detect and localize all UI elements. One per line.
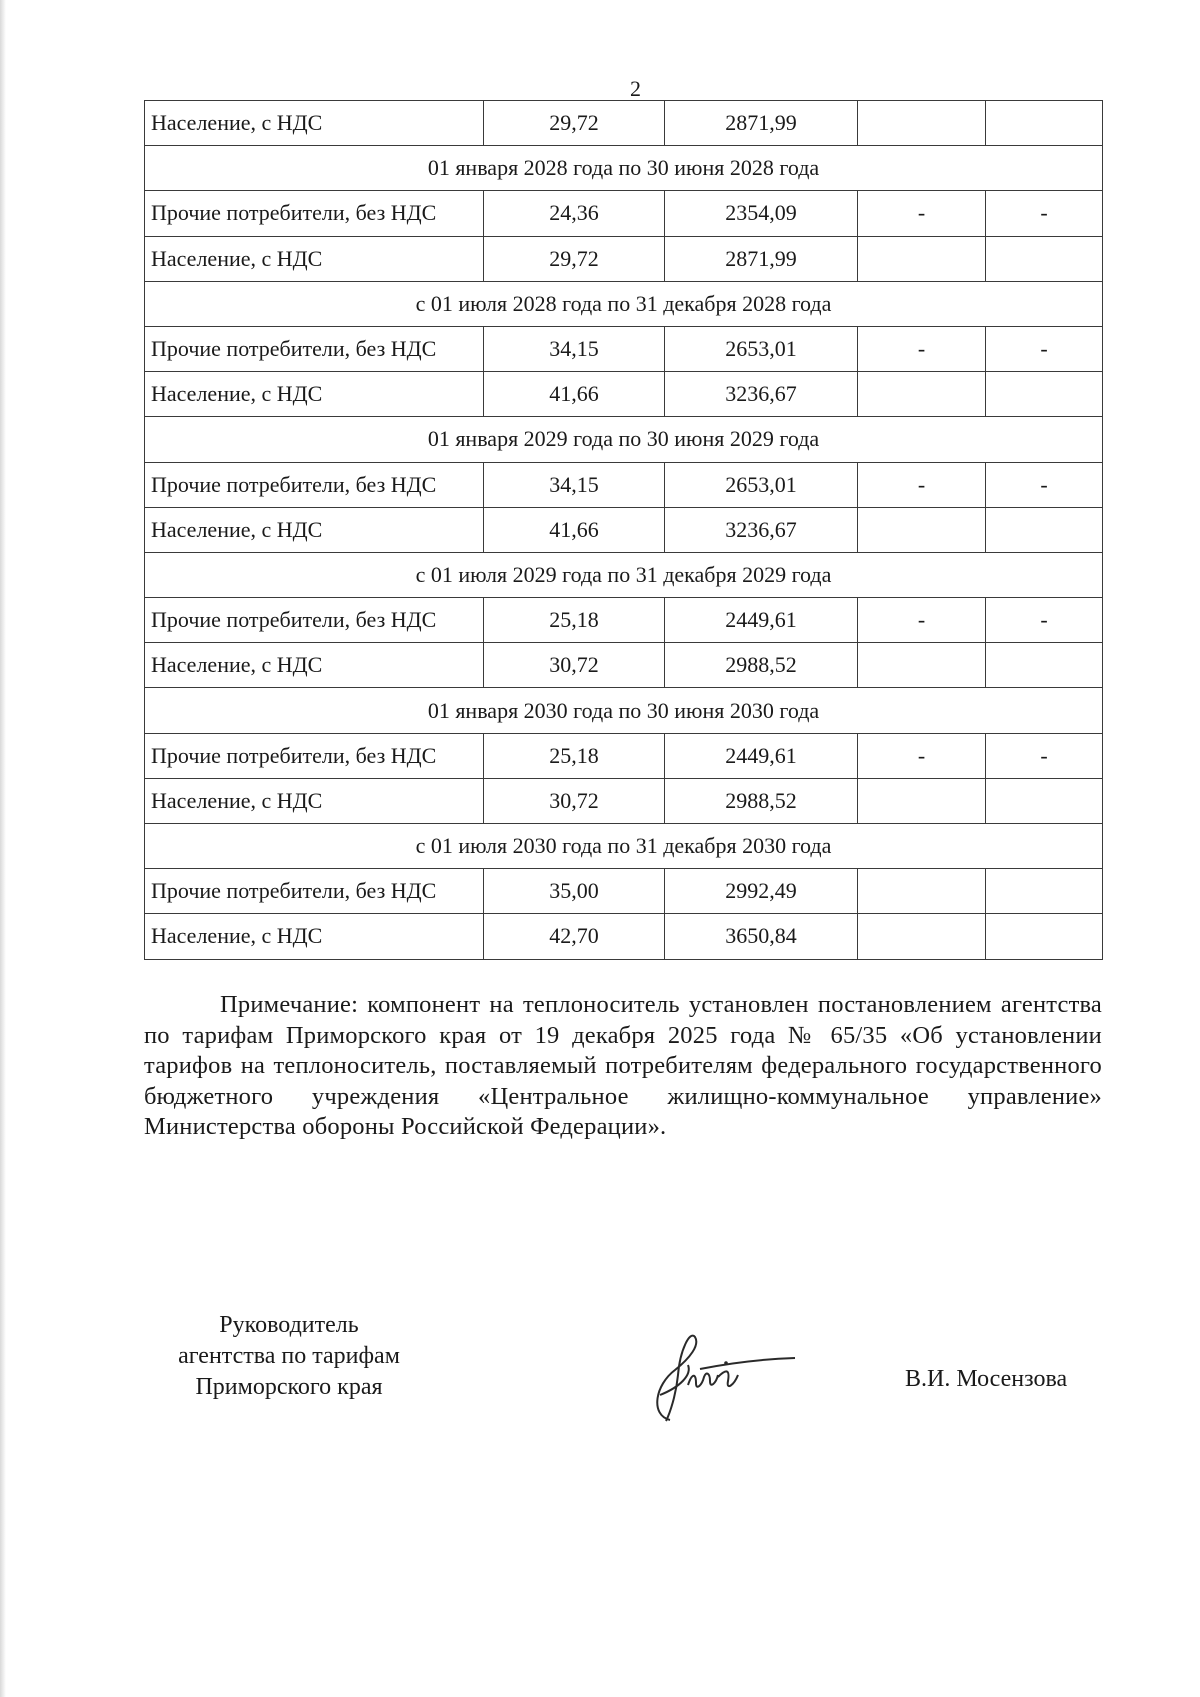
value1-cell: 30,72 — [484, 643, 665, 688]
table-row — [145, 778, 1103, 823]
table-row — [145, 101, 1103, 146]
period-label: 01 января 2030 года по 30 июня 2030 года — [145, 688, 1103, 733]
consumer-cell: Прочие потребители, без НДС — [145, 326, 484, 371]
col4-cell — [858, 869, 986, 914]
consumer-cell: Прочие потребители, без НДС — [145, 598, 484, 643]
consumer-cell: Население, с НДС — [145, 643, 484, 688]
value2-cell: 3236,67 — [665, 372, 858, 417]
period-row — [145, 824, 1103, 869]
value1-cell: 29,72 — [484, 101, 665, 146]
table-row — [145, 236, 1103, 281]
table-row — [145, 733, 1103, 778]
col4-cell — [858, 507, 986, 552]
signatory-title-line: Руководитель — [219, 1312, 359, 1338]
period-row — [145, 417, 1103, 462]
col5-cell — [986, 778, 1103, 823]
value2-cell: 2449,61 — [665, 733, 858, 778]
col4-cell — [858, 914, 986, 959]
value1-cell: 25,18 — [484, 598, 665, 643]
value2-cell: 2354,09 — [665, 191, 858, 236]
col4-cell — [858, 372, 986, 417]
col4-cell: - — [858, 191, 986, 236]
consumer-cell: Население, с НДС — [145, 778, 484, 823]
value1-cell: 41,66 — [484, 372, 665, 417]
col4-cell: - — [858, 326, 986, 371]
tariff-table-body — [145, 101, 1103, 960]
period-row — [145, 688, 1103, 733]
col4-cell — [858, 643, 986, 688]
value1-cell: 24,36 — [484, 191, 665, 236]
value2-cell: 2871,99 — [665, 236, 858, 281]
consumer-cell: Прочие потребители, без НДС — [145, 462, 484, 507]
handwritten-signature — [630, 1325, 800, 1430]
page-number: 2 — [630, 76, 641, 101]
period-label: 01 января 2028 года по 30 июня 2028 года — [145, 146, 1103, 191]
period-row — [145, 281, 1103, 326]
scan-edge — [0, 0, 6, 1697]
table-row — [145, 462, 1103, 507]
value2-cell: 2653,01 — [665, 462, 858, 507]
value1-cell: 35,00 — [484, 869, 665, 914]
period-label: 01 января 2029 года по 30 июня 2029 года — [145, 417, 1103, 462]
consumer-cell: Прочие потребители, без НДС — [145, 191, 484, 236]
col5-cell: - — [986, 733, 1103, 778]
value1-cell: 25,18 — [484, 733, 665, 778]
tariff-table — [144, 100, 1103, 960]
col5-cell: - — [986, 326, 1103, 371]
col4-cell: - — [858, 598, 986, 643]
signatory-title-line: агентства по тарифам — [178, 1343, 400, 1369]
value2-cell: 2988,52 — [665, 778, 858, 823]
col5-cell — [986, 869, 1103, 914]
period-row — [145, 552, 1103, 597]
period-row — [145, 146, 1103, 191]
period-label: с 01 июля 2029 года по 31 декабря 2029 года — [145, 552, 1103, 597]
table-row — [145, 643, 1103, 688]
consumer-cell: Население, с НДС — [145, 101, 484, 146]
col4-cell — [858, 778, 986, 823]
consumer-cell: Прочие потребители, без НДС — [145, 869, 484, 914]
col5-cell — [986, 507, 1103, 552]
table-row — [145, 598, 1103, 643]
col5-cell: - — [986, 598, 1103, 643]
value2-cell: 2992,49 — [665, 869, 858, 914]
value2-cell: 2988,52 — [665, 643, 858, 688]
table-row — [145, 914, 1103, 959]
col5-cell: - — [986, 191, 1103, 236]
col4-cell: - — [858, 462, 986, 507]
col4-cell — [858, 101, 986, 146]
note-paragraph: Примечание: компонент на теплоноситель установлен постановлением агентства по тарифам Приморского края от 19 декабря 2025 года № 65/35 «Об установлении тарифов на теплоноситель, поставляемый потребителям федерального государственного бюджетного учреждения «Центральное жилищно-коммунальное управление» Министерства обороны Российской Федерации». — [144, 991, 1102, 1140]
value2-cell: 3236,67 — [665, 507, 858, 552]
col5-cell — [986, 914, 1103, 959]
period-label: с 01 июля 2030 года по 31 декабря 2030 года — [145, 824, 1103, 869]
consumer-cell: Население, с НДС — [145, 236, 484, 281]
value1-cell: 34,15 — [484, 326, 665, 371]
value2-cell: 2449,61 — [665, 598, 858, 643]
value1-cell: 34,15 — [484, 462, 665, 507]
value2-cell: 3650,84 — [665, 914, 858, 959]
value2-cell: 2871,99 — [665, 101, 858, 146]
col5-cell — [986, 236, 1103, 281]
consumer-cell: Население, с НДС — [145, 507, 484, 552]
signatory-title-line: Приморского края — [195, 1374, 383, 1400]
col5-cell — [986, 372, 1103, 417]
signer-name: В.И. Мосензова — [905, 1366, 1068, 1392]
col5-cell: - — [986, 462, 1103, 507]
consumer-cell: Прочие потребители, без НДС — [145, 733, 484, 778]
period-label: с 01 июля 2028 года по 31 декабря 2028 года — [145, 281, 1103, 326]
consumer-cell: Население, с НДС — [145, 372, 484, 417]
value1-cell: 42,70 — [484, 914, 665, 959]
consumer-cell: Население, с НДС — [145, 914, 484, 959]
col5-cell — [986, 101, 1103, 146]
col4-cell — [858, 236, 986, 281]
value1-cell: 30,72 — [484, 778, 665, 823]
col5-cell — [986, 643, 1103, 688]
table-row — [145, 869, 1103, 914]
value2-cell: 2653,01 — [665, 326, 858, 371]
value1-cell: 41,66 — [484, 507, 665, 552]
table-row — [145, 191, 1103, 236]
table-row — [145, 326, 1103, 371]
col4-cell: - — [858, 733, 986, 778]
value1-cell: 29,72 — [484, 236, 665, 281]
table-row — [145, 372, 1103, 417]
table-row — [145, 507, 1103, 552]
signatory-title — [144, 1310, 434, 1403]
